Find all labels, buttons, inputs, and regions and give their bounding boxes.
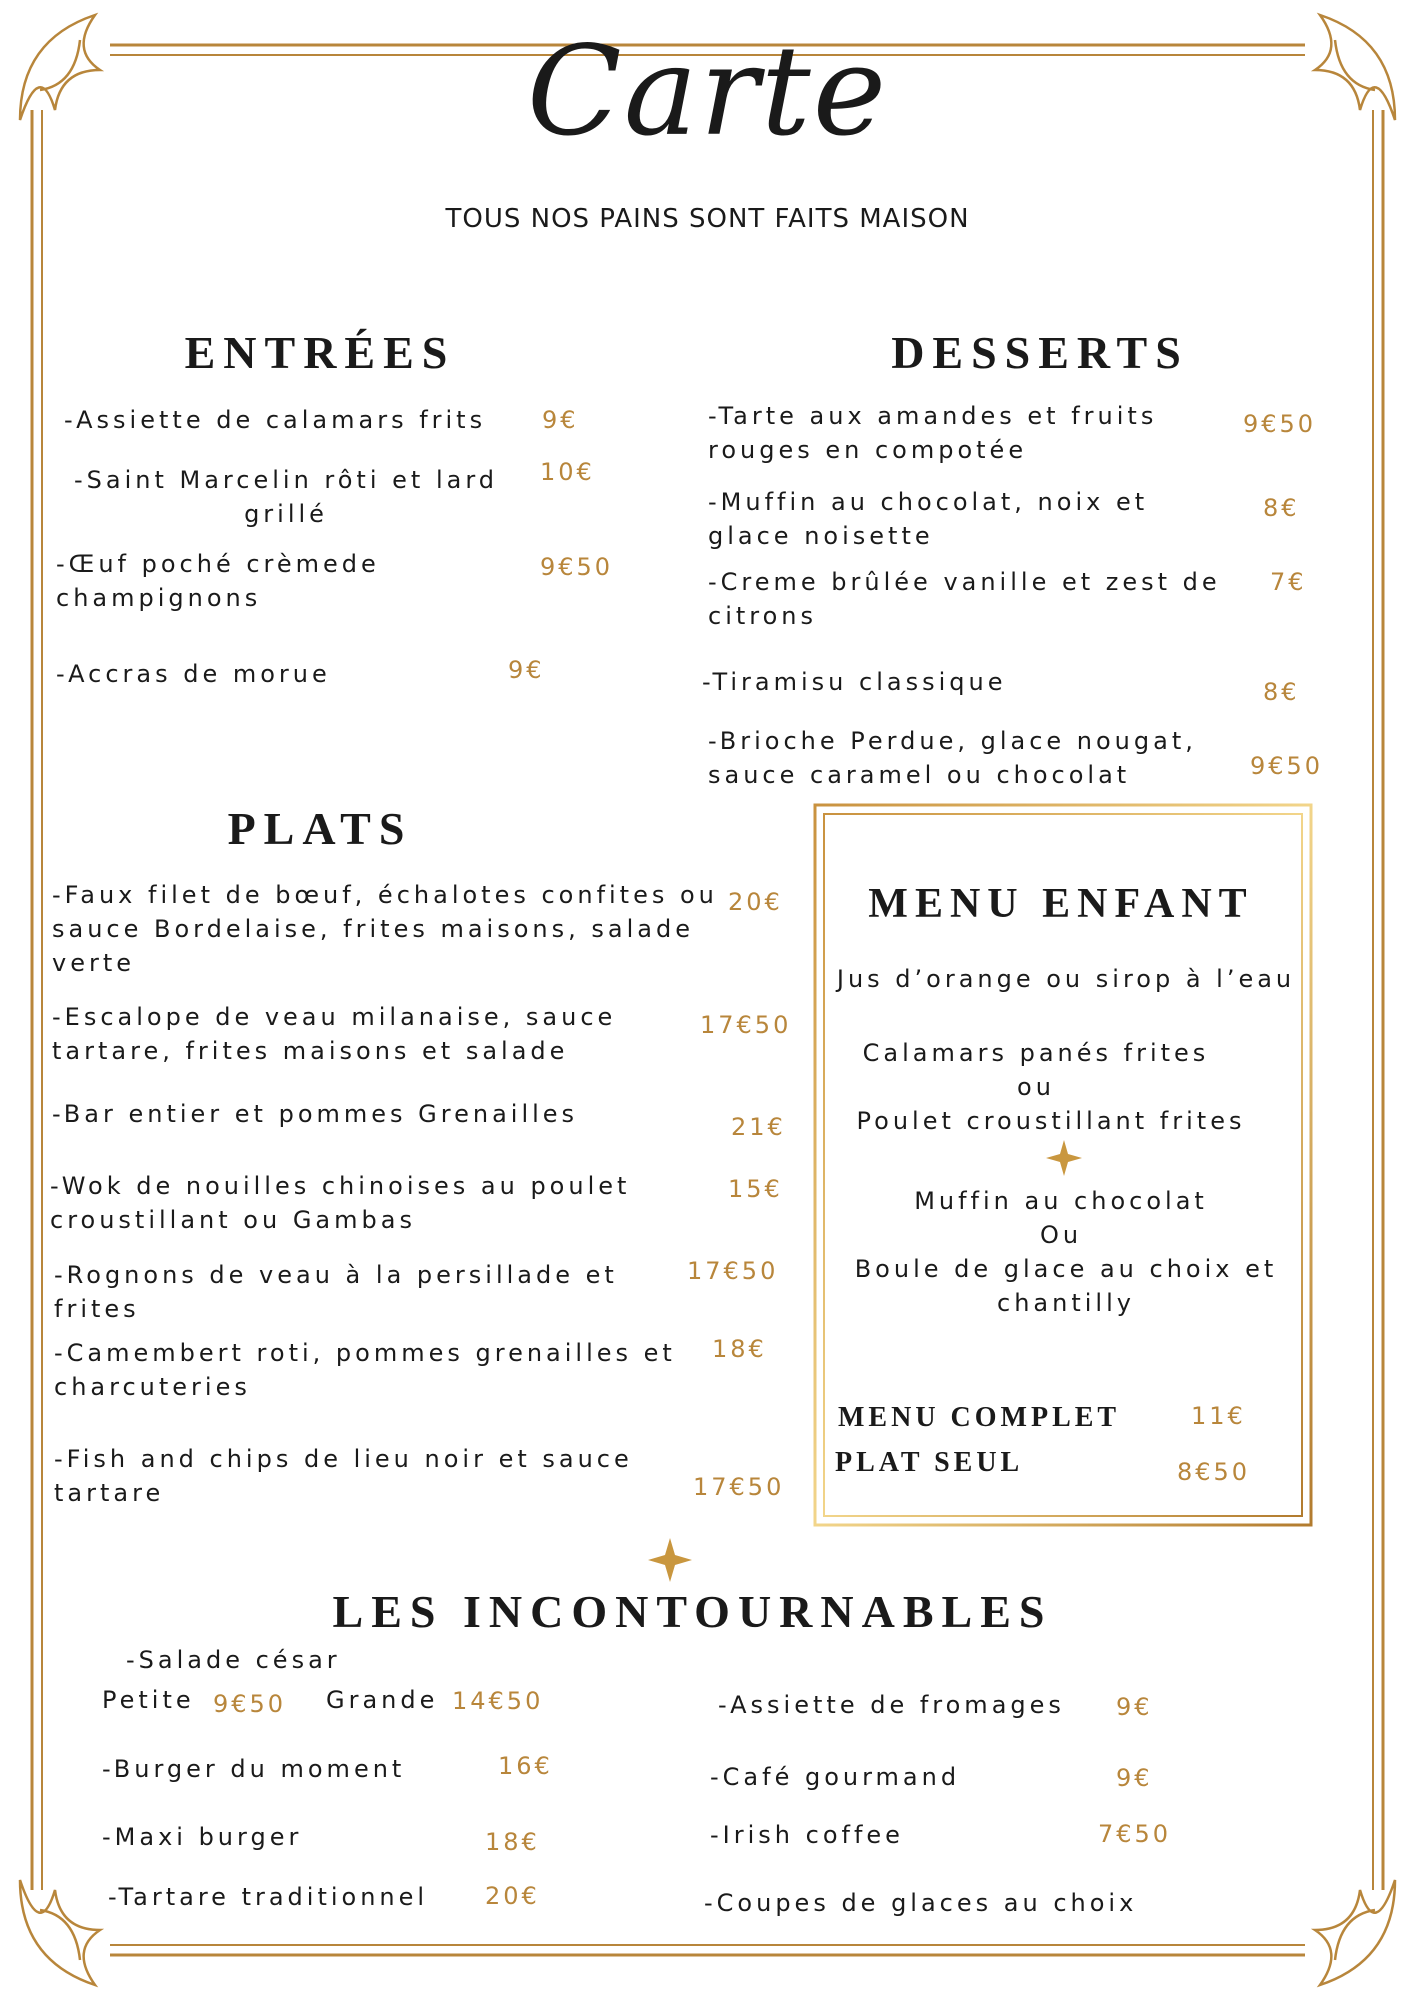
entree-price: 9€	[542, 406, 579, 434]
plat-price: 17€50	[687, 1257, 779, 1285]
incontournable-item: -Coupes de glaces au choix	[704, 1889, 1138, 1917]
grande-price: 14€50	[452, 1687, 544, 1715]
grande-label: Grande	[326, 1686, 439, 1714]
entree-price: 9€	[508, 656, 545, 684]
menu-enfant-main-2: Poulet croustillant frites	[856, 1107, 1246, 1135]
incontournable-price: 20€	[485, 1882, 540, 1910]
plats-heading: PLATS	[227, 803, 413, 854]
incontournable-item: -Assiette de fromages	[718, 1691, 1065, 1719]
plat-item: -Escalope de veau milanaise, sauce tartare, frites maisons et salade	[52, 1003, 617, 1065]
dessert-item: -Tiramisu classique	[702, 668, 1007, 696]
incontournable-price: 16€	[498, 1752, 553, 1780]
dessert-price: 8€	[1263, 678, 1300, 706]
plat-item: -Fish and chips de lieu noir et sauce tartare	[54, 1445, 633, 1507]
plat-item: -Camembert roti, pommes grenailles et charcuteries	[54, 1339, 676, 1401]
star-divider-icon	[1046, 1140, 1082, 1176]
menu-enfant-dessert-1: Muffin au chocolat	[914, 1187, 1208, 1215]
incontournables-heading: LES INCONTOURNABLES	[332, 1586, 1053, 1637]
incontournable-item: -Maxi burger	[102, 1823, 303, 1851]
entree-item: -Assiette de calamars frits	[64, 406, 487, 434]
menu-complet-price: 11€	[1191, 1402, 1246, 1430]
dessert-price: 8€	[1263, 494, 1300, 522]
plat-price: 15€	[728, 1175, 783, 1203]
menu-enfant-dessert-or: Ou	[1039, 1221, 1083, 1249]
dessert-item: -Muffin au chocolat, noix et glace noisette	[708, 488, 1149, 550]
petite-label: Petite	[102, 1686, 195, 1714]
dessert-item: -Creme brûlée vanille et zest de citrons	[708, 568, 1221, 630]
plat-item: -Faux filet de bœuf, échalotes confites ou sauce Bordelaise, frites maisons, salade verte	[52, 881, 718, 977]
incontournable-item: -Burger du moment	[102, 1755, 406, 1783]
dessert-item: -Brioche Perdue, glace nougat, sauce caramel ou chocolat	[708, 727, 1197, 789]
petite-price: 9€50	[213, 1690, 287, 1718]
incontournable-item: -Café gourmand	[710, 1763, 961, 1791]
incontournable-price: 18€	[485, 1828, 540, 1856]
dessert-price: 9€50	[1250, 752, 1324, 780]
star-divider-icon	[648, 1538, 692, 1582]
desserts-heading: DESSERTS	[891, 327, 1189, 378]
menu-complet-label: MENU COMPLET	[838, 1402, 1121, 1433]
entree-item: -Œuf poché crèmede champignons	[56, 550, 380, 612]
plat-seul-label: PLAT SEUL	[835, 1447, 1024, 1478]
menu-enfant-main-or: ou	[1017, 1073, 1055, 1101]
incontournable-price: 9€	[1116, 1764, 1153, 1792]
incontournable-price: 9€	[1116, 1693, 1153, 1721]
plat-item: -Rognons de veau à la persillade et frites	[54, 1261, 618, 1323]
page-title: Carte	[526, 20, 889, 164]
entree-item: -Accras de morue	[56, 660, 331, 688]
plat-item: -Wok de nouilles chinoises au poulet croustillant ou Gambas	[50, 1172, 631, 1234]
plat-price: 21€	[731, 1113, 786, 1141]
entree-price: 10€	[540, 458, 595, 486]
dessert-item: -Tarte aux amandes et fruits rouges en compotée	[708, 402, 1158, 464]
entree-price: 9€50	[540, 553, 614, 581]
entree-item: -Saint Marcelin rôti et lard grillé	[74, 466, 498, 528]
plat-price: 17€50	[693, 1473, 785, 1501]
menu-enfant-dessert-2: Boule de glace au choix et chantilly	[854, 1255, 1278, 1317]
plat-item: -Bar entier et pommes Grenailles	[52, 1100, 579, 1128]
entrees-heading: ENTRÉES	[184, 327, 456, 378]
plat-seul-price: 8€50	[1177, 1458, 1251, 1486]
dessert-price: 7€	[1270, 568, 1307, 596]
plat-price: 20€	[728, 888, 783, 916]
page-subtitle: TOUS NOS PAINS SONT FAITS MAISON	[445, 204, 970, 234]
plat-price: 17€50	[700, 1011, 792, 1039]
incontournable-item: -Irish coffee	[710, 1821, 904, 1849]
salade-cesar-item: -Salade césar	[126, 1646, 341, 1674]
incontournable-item: -Tartare traditionnel	[108, 1883, 429, 1911]
plat-price: 18€	[712, 1335, 767, 1363]
menu-enfant-main-1: Calamars panés frites	[862, 1039, 1210, 1067]
menu-enfant-drink: Jus d’orange ou sirop à l’eau	[836, 965, 1296, 993]
incontournable-price: 7€50	[1098, 1820, 1172, 1848]
menu-enfant-heading: MENU ENFANT	[868, 881, 1254, 927]
dessert-price: 9€50	[1243, 410, 1317, 438]
